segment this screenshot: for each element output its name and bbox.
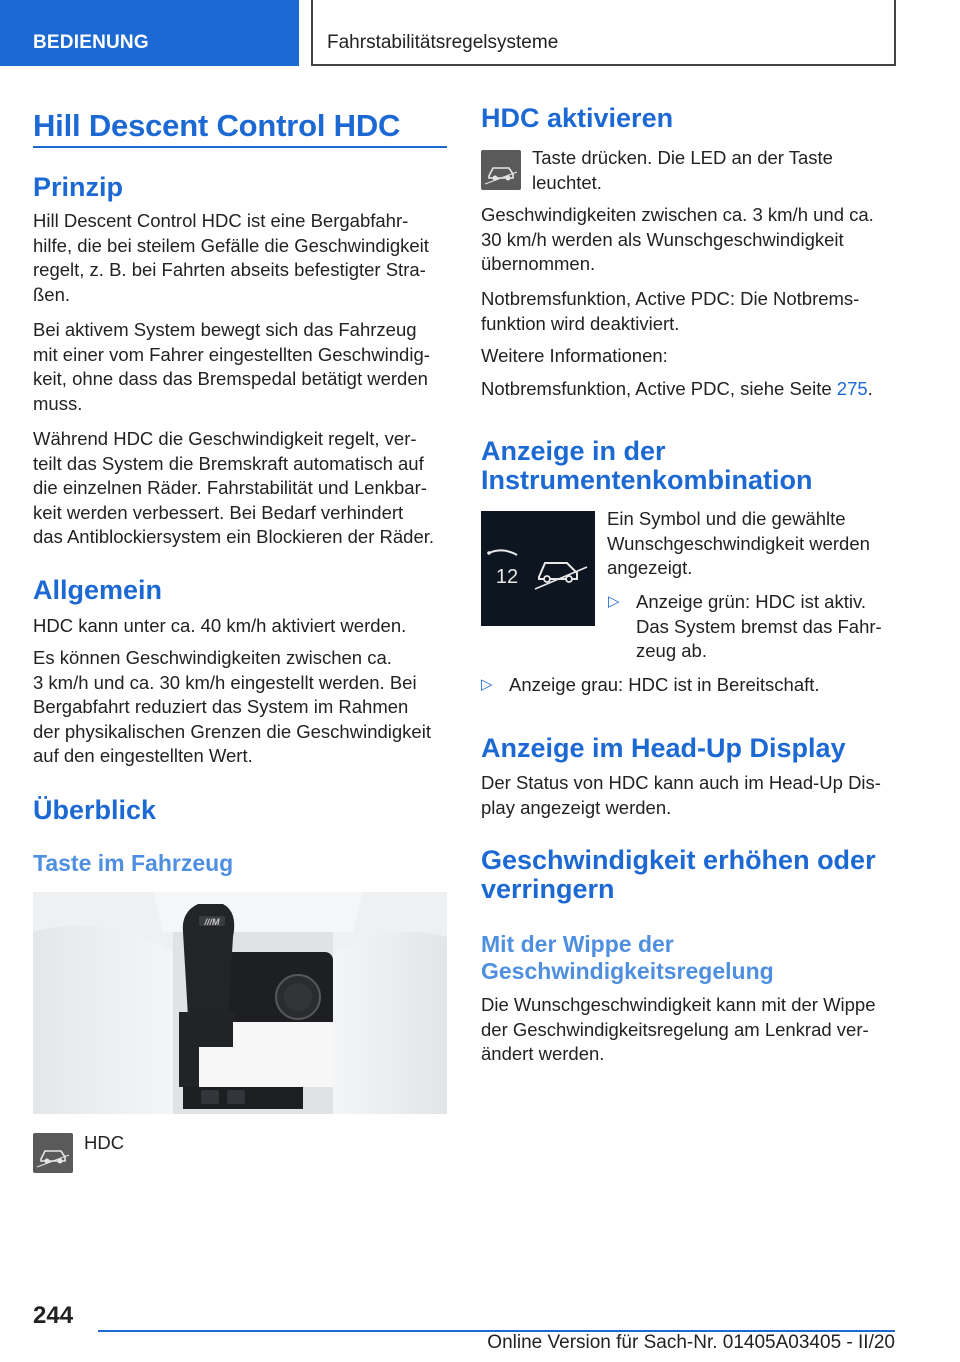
heading-head-up-display: Anzeige im Head-Up Display [481, 733, 846, 763]
display-speed: 12 [495, 566, 519, 588]
hdc-icon-caption: HDC [84, 1132, 125, 1153]
aktivieren-paragraph-2: Notbremsfunktion, Active PDC: Die Notbrems- funktion wird deaktiviert. [481, 288, 860, 334]
bullet-triangle-icon: ▷ [481, 676, 493, 693]
heading-hdc-aktivieren: HDC aktivieren [481, 103, 674, 133]
center-console-photo [33, 892, 447, 1114]
page-link-275[interactable]: 275 [836, 378, 868, 399]
prinzip-paragraph-3: Während HDC die Geschwindigkeit regelt, ver- teilt das System die Bremskraft automatisch auf die einzelnen Räder. Fahrstabilität und Lenkbar- keit werden verbessert. Bei Bedarf verhindert das Antiblockiersystem ein Blockieren der Räder. [33, 428, 435, 547]
page-header [0, 0, 960, 66]
title-rule [33, 146, 447, 148]
heading-allgemein: Allgemein [33, 575, 163, 605]
prinzip-paragraph-1: Hill Descent Control HDC ist eine Bergabfahr- hilfe, die bei steilem Gefälle die Geschwindigkeit regelt, z. B. bei Fahrten abseits befestigter Stra- ßen. [33, 210, 429, 305]
footer-online-version: Online Version für Sach-Nr. 01405A03405 - II/20 [487, 1332, 895, 1353]
aktivieren-paragraph-1: Geschwindigkeiten zwischen ca. 3 km/h und ca. 30 km/h werden als Wunschgeschwindigkeit übernommen. [481, 204, 874, 274]
allgemein-paragraph-2: Es können Geschwindigkeiten zwischen ca. 3 km/h und ca. 30 km/h eingestellt werden. Bei Bergabfahrt reduziert das System im Rahmen der physikalischen Grenzen die Geschwindigkeit auf den eingestellten Wert. [33, 647, 431, 766]
geschw-text: Die Wunschgeschwindigkeit kann mit der Wippe der Geschwindigkeitsregelung am Lenkrad ver- ändert werden. [481, 994, 876, 1064]
aktivieren-icon-text: Taste drücken. Die LED an der Taste leuchtet. [532, 147, 833, 193]
heading-prinzip: Prinzip [33, 172, 124, 202]
section-tab: BEDIENUNG [0, 0, 299, 66]
instrument-cluster-display [481, 511, 595, 626]
aktivieren-paragraph-4: Notbremsfunktion, Active PDC, siehe Seite 275. [481, 378, 873, 399]
heading-geschwindigkeit: Geschwindigkeit erhöhen oder verringern [481, 845, 876, 904]
page-title: Hill Descent Control HDC [33, 108, 401, 143]
hdc-display-graphic [481, 511, 595, 626]
svg-text:///M: ///M [204, 917, 220, 927]
hdc-button-icon-2 [481, 150, 521, 190]
bullet-anzeige-grau: ▷ Anzeige grau: HDC ist in Bereitschaft. [481, 673, 901, 699]
chapter-title: Fahrstabilitätsregelsysteme [311, 0, 896, 66]
hud-text: Der Status von HDC kann auch im Head-Up Dis- play angezeigt werden. [481, 772, 881, 818]
heading-anzeige-instrumentenkombination: Anzeige in der Instrumentenkombination [481, 436, 813, 495]
prinzip-paragraph-2: Bei aktivem System bewegt sich das Fahrzeug mit einer vom Fahrer eingestellten Geschwindig- keit, ohne dass das Bremspedal betätigt werden muss. [33, 319, 430, 414]
page-number: 244 [33, 1302, 74, 1329]
heading-ueberblick: Überblick [33, 795, 157, 825]
hdc-button-icon [33, 1133, 73, 1173]
bullet-triangle-icon: ▷ [608, 593, 620, 610]
subheading-wippe: Mit der Wippe der Geschwindigkeitsregelung [481, 931, 774, 984]
bullet-anzeige-gruen: ▷ Anzeige grün: HDC ist aktiv. Das System bremst das Fahr- zeug ab. [608, 591, 882, 661]
allgemein-paragraph-1: HDC kann unter ca. 40 km/h aktiviert werden. [33, 615, 407, 636]
aktivieren-paragraph-3: Weitere Informationen: [481, 345, 668, 366]
anzeige-instr-text: Ein Symbol und die gewählte Wunschgeschwindigkeit werden angezeigt. [607, 508, 870, 578]
subheading-taste: Taste im Fahrzeug [33, 850, 234, 876]
console-illustration [33, 892, 447, 1114]
